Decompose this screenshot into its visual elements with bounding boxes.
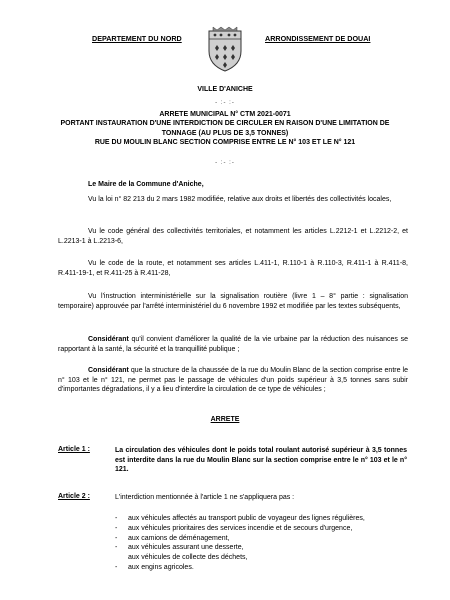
vu-paragraph-3 <box>58 259 408 278</box>
article-1-label: Article 1 : <box>58 446 90 453</box>
list-item-text: aux camions de déménagement, <box>128 534 230 542</box>
vu-paragraph-2 <box>58 227 408 246</box>
considerant-text-1: Considérant qu'il convient d'améliorer la qualité de la vie urbaine par la réduction des nuisances se rapportant à la santé, la sécurité et la tranquillité publique ; <box>58 336 408 353</box>
mayor-text: Le Maire de la Commune d'Aniche, <box>88 181 204 188</box>
list-item-text: aux véhicules de collecte des déchets, <box>128 554 248 562</box>
list-item-text: aux véhicules prioritaires des services incendie et de secours d'urgence, <box>128 524 353 532</box>
town-name: VILLE D'ANICHE <box>197 86 253 93</box>
vu-text-1: Vu la loi n° 82 213 du 2 mars 1982 modifiée, relative aux droits et libertés des collectivités locales, <box>88 196 392 203</box>
list-item <box>115 553 407 563</box>
mayor-line <box>58 180 408 190</box>
vu-paragraph-1 <box>58 195 408 205</box>
decree-title-line: TONNAGE (AU PLUS DE 3,5 TONNES) <box>161 129 289 137</box>
list-item <box>115 534 407 544</box>
article-2-label: Article 2 : <box>58 493 90 500</box>
list-item <box>115 543 407 553</box>
ornament-bottom: - :- :- <box>215 160 235 166</box>
coat-of-arms-icon <box>205 25 245 73</box>
decree-title-line: PORTANT INSTAURATION D'UNE INTERDICTION DE CIRCULER EN RAISON D'UNE LIMITATION DE <box>60 120 390 128</box>
list-item <box>115 563 407 573</box>
list-item-text: aux engins agricoles. <box>128 563 194 571</box>
list-item <box>115 524 407 534</box>
considerant-text-2: Considérant que la structure de la chaussée de la rue du Moulin Blanc de la section comprise entre le n° 103 et le n° 121, ne permet pas le passage de véhicules d'un poids supérieur à 3,5 tonnes sans subir d'importantes dégradations, il y a lieu d'interdire la circulation de ce type de véhicules ; <box>58 367 408 394</box>
arrete-heading: ARRETE <box>210 416 240 423</box>
vu-paragraph-4 <box>58 292 408 311</box>
list-item <box>115 514 407 524</box>
vu-text-4: Vu l'instruction interministérielle sur la signalisation routière (livre 1 – 8° partie : signalisation temporaire) approuvée par l'arrêté interministériel du 6 novembre 1992 et modifiée par les textes subséquents, <box>58 293 408 310</box>
decree-title-line: ARRETE MUNICIPAL N° CTM 2021-0071 <box>159 111 291 118</box>
list-dash: - <box>115 544 118 552</box>
list-dash: - <box>115 515 118 522</box>
ornament-top: - :- :- <box>215 100 235 106</box>
list-item-text: aux véhicules assurant une desserte, <box>128 544 244 552</box>
list-dash: - <box>115 534 118 542</box>
list-dash: - <box>115 563 118 571</box>
department-header: DEPARTEMENT DU NORD <box>92 34 182 43</box>
vu-text-3: Vu le code de la route, et notamment ses articles L.411-1, R.110-1 à R.110-3, R.411-1 à R.411-8, R.411-19-1, et R.411-25 à R.411-28, <box>58 260 408 277</box>
exemption-list <box>115 514 407 573</box>
considerant-paragraph-2 <box>58 366 408 395</box>
vu-text-2: Vu le code général des collectivités territoriales, et notamment les articles L.2212-1 et L.2212-2, et L.2213-1 à L.2213-6, <box>58 228 408 245</box>
arrondissement-header: ARRONDISSEMENT DE DOUAI <box>265 34 371 43</box>
list-item-text: aux véhicules affectés au transport public de voyageur des lignes régulières, <box>128 515 365 522</box>
decree-title <box>60 110 390 148</box>
list-dash: - <box>115 524 118 532</box>
article-1-text: La circulation des véhicules dont le poids total roulant autorisé supérieur à 3,5 tonnes est interdite dans la rue du Moulin Blanc sur la section comprise entre le n° 103 et le n° 121. <box>115 447 407 474</box>
decree-title-line: RUE DU MOULIN BLANC SECTION COMPRISE ENTRE LE N° 103 ET LE N° 121 <box>94 139 356 147</box>
article-2-text: L'interdiction mentionnée à l'article 1 ne s'appliquera pas : <box>115 494 295 501</box>
considerant-paragraph-1 <box>58 335 408 354</box>
